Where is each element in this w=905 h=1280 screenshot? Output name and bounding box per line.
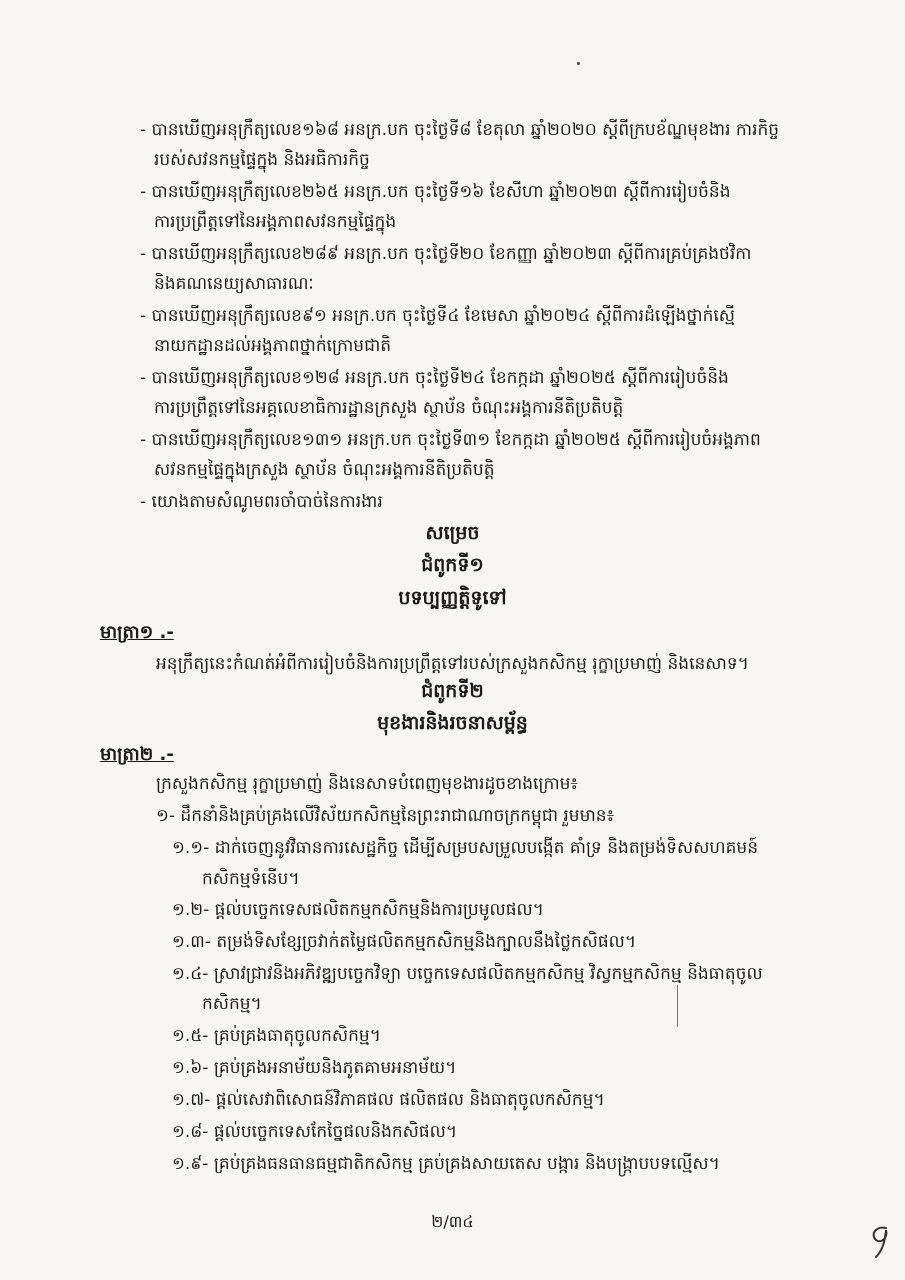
chapter-1-subtitle: បទប្បញ្ញត្តិទូទៅ bbox=[398, 587, 507, 609]
preamble-line: និងគណនេយ្យសាធារណៈ bbox=[154, 274, 314, 294]
page-number: ២/៣៤ bbox=[431, 1212, 474, 1231]
article-2-subitem: ១.៩- គ្រប់គ្រងធនធានធម្មជាតិកសិកម្ម គ្រប់គ្រងសាយតេស បង្ការ និងបង្ក្រាបបទល្មើស។ bbox=[172, 1154, 720, 1174]
chapter-1-title: ជំពូកទី១ bbox=[421, 554, 484, 576]
preamble-line: ការប្រព្រឹត្តទៅនៃអគ្គលេខាធិការដ្ឋានក្រសួង ស្ថាប័ន ចំណុះអង្គការនីតិប្រតិបត្តិ bbox=[154, 398, 624, 418]
preamble-line: - បានឃើញអនុក្រឹត្យលេខ២៦៥ អនក្រ.បក ចុះថ្ងៃទី១៦ ខែសីហា ឆ្នាំ២០២៣ ស្តីពីការរៀបចំនិង bbox=[140, 182, 731, 202]
article-2-subitem: ១.២- ផ្តល់បច្ចេកទេសផលិតកម្មកសិកម្មនិងការប្រមូលផល។ bbox=[172, 900, 544, 920]
article-2-subitem: ១.១- ដាក់ចេញនូវវិធានការសេដ្ឋកិច្ច ដើម្បីសម្របសម្រួលបង្កើត គាំទ្រ និងតម្រង់ទិសសហគមន៍ bbox=[172, 838, 758, 858]
article-2-item-1: ១- ដឹកនាំនិងគ្រប់គ្រងលើវិស័យកសិកម្មនៃព្រះរាជាណាចក្រកម្ពុជា រួមមាន៖ bbox=[156, 806, 615, 826]
chapter-2-subtitle: មុខងារនិងរចនាសម្ព័ន្ធ bbox=[377, 712, 528, 734]
preamble-line: - បានឃើញអនុក្រឹត្យលេខ១៣១ អនក្រ.បក ចុះថ្ងៃទី៣១ ខែកក្កដា ឆ្នាំ២០២៥ ស្តីពីការរៀបចំអង្គភាព bbox=[140, 430, 761, 450]
preamble-line: - យោងតាមសំណូមពរចាំបាច់នៃការងារ bbox=[140, 492, 383, 512]
article-2-subitem: ១.៥- គ្រប់គ្រងធាតុចូលកសិកម្ម។ bbox=[172, 1026, 381, 1046]
article-1-heading: មាត្រា១ .- bbox=[100, 622, 174, 643]
preamble-line: - បានឃើញអនុក្រឹត្យលេខ១៦៨ អនក្រ.បក ចុះថ្ងៃទី៨ ខែតុលា ឆ្នាំ២០២០ ស្តីពីក្របខ័ណ្ឌមុខងារ ការកិច្ច bbox=[140, 120, 780, 140]
article-2-subitem: ១.៤- ស្រាវជ្រាវនិងអភិវឌ្ឍបច្ចេកវិទ្យា បច្ចេកទេសផលិតកម្មកសិកម្ម វិស្វកម្មកសិកម្ម និងធាតុចូល bbox=[172, 964, 763, 984]
preamble-line: - បានឃើញអនុក្រឹត្យលេខ២៨៩ អនក្រ.បក ចុះថ្ងៃទី២០ ខែកញ្ញា ឆ្នាំ២០២៣ ស្តីពីការគ្រប់គ្រងថវិកា bbox=[140, 244, 752, 264]
article-2-subitem: ១.៧- ផ្តល់សេវាពិសោធន៍វិភាគផល ផលិតផល និងធាតុចូលកសិកម្ម។ bbox=[172, 1090, 605, 1110]
preamble-line: - បានឃើញអនុក្រឹត្យលេខ១២៨ អនក្រ.បក ចុះថ្ងៃទី២៤ ខែកក្កដា ឆ្នាំ២០២៥ ស្តីពីការរៀបចំនិង bbox=[140, 368, 729, 388]
article-2-subitem: ១.៦- គ្រប់គ្រងអនាម័យនិងភូតគាមអនាម័យ។ bbox=[172, 1058, 457, 1078]
scan-mark bbox=[677, 985, 678, 1027]
article-2-subitem: ១.៨- ផ្តល់បច្ចេកទេសកែច្នៃផលនិងកសិផល។ bbox=[172, 1122, 458, 1142]
scan-speck bbox=[577, 62, 580, 65]
handwritten-initial bbox=[866, 1222, 894, 1260]
decision-heading: សម្រេច bbox=[425, 522, 480, 544]
chapter-2-title: ជំពូកទី២ bbox=[421, 680, 484, 702]
preamble-line: - បានឃើញអនុក្រឹត្យលេខ៩១ អនក្រ.បក ចុះថ្ងៃទី៤ ខែមេសា ឆ្នាំ២០២៤ ស្តីពីការដំឡើងថ្នាក់ស្មើ bbox=[140, 306, 735, 326]
article-2-subitem: ១.៣- តម្រង់ទិសខ្សែច្រវាក់តម្លៃផលិតកម្មកសិកម្មនិងក្បាលនឹងថ្លៃកសិផល។ bbox=[172, 932, 637, 952]
preamble-line: នាយកដ្ឋានដល់អង្គភាពថ្នាក់ក្រោមជាតិ bbox=[154, 336, 392, 356]
article-2-heading: មាត្រា២ .- bbox=[100, 744, 174, 765]
article-1-text: អនុក្រឹត្យនេះកំណត់អំពីការរៀបចំនិងការប្រព្រឹត្តទៅរបស់ក្រសួងកសិកម្ម រុក្ខាប្រមាញ់ និងនេសាទ។ bbox=[156, 654, 749, 674]
article-2-intro: ក្រសួងកសិកម្ម រុក្ខាប្រមាញ់ និងនេសាទបំពេញមុខងារដូចខាងក្រោម៖ bbox=[156, 774, 578, 794]
preamble-line: ការប្រព្រឹត្តទៅនៃអង្គភាពសវនកម្មផ្ទៃក្នុង bbox=[154, 212, 397, 232]
article-2-subitem: កសិកម្ម។ bbox=[202, 994, 262, 1014]
preamble-line: សវនកម្មផ្ទៃក្នុងក្រសួង ស្ថាប័ន ចំណុះអង្គការនីតិប្រតិបត្តិ bbox=[154, 460, 495, 480]
article-2-subitem: កសិកម្មទំនើប។ bbox=[202, 869, 300, 889]
preamble-line: របស់សវនកម្មផ្ទៃក្នុង និងអធិការកិច្ច bbox=[154, 150, 370, 170]
